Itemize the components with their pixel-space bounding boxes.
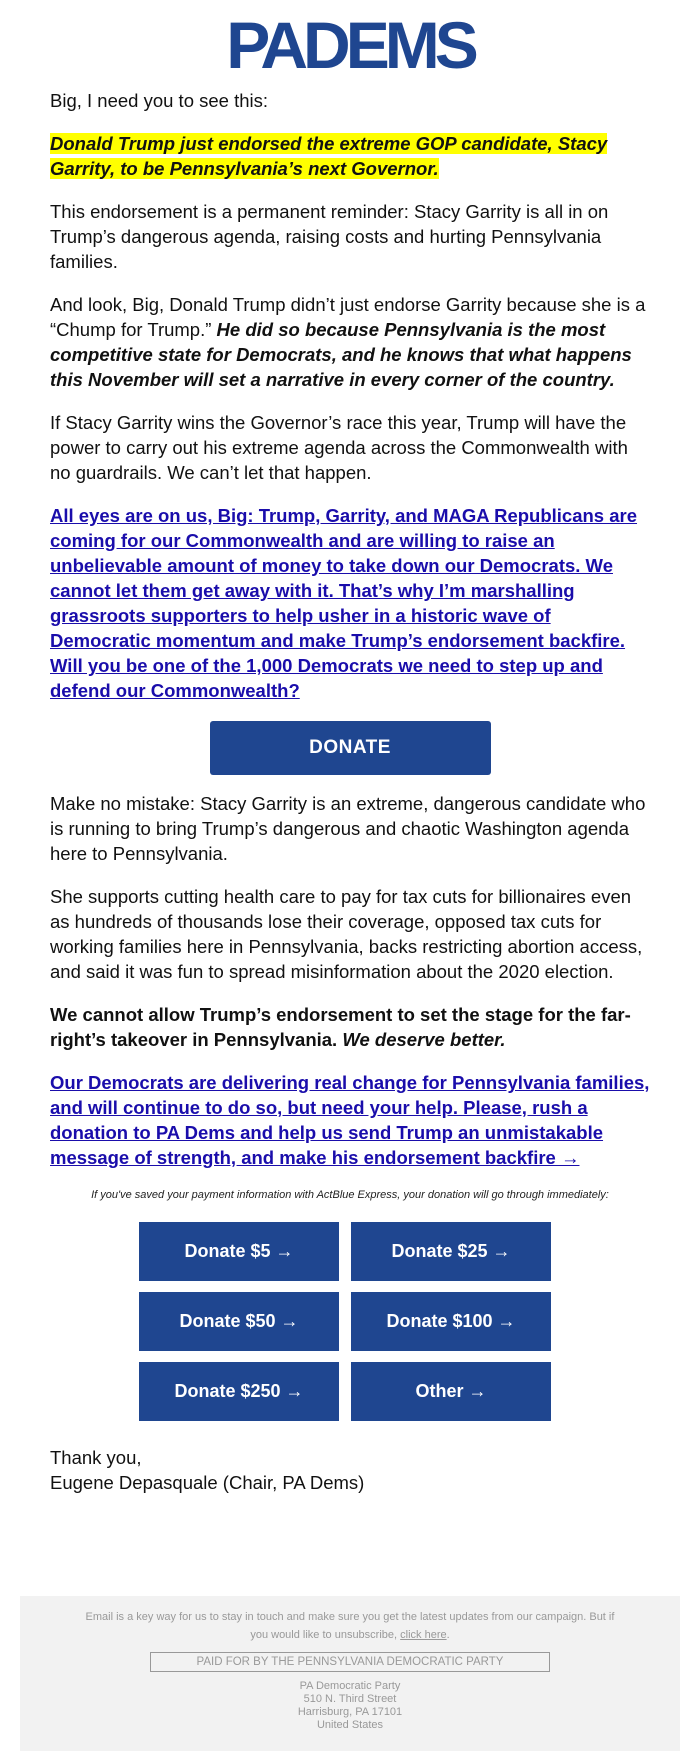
actblue-express-note: If you've saved your payment information with ActBlue Express, your donation will go through immediately: (91, 1189, 609, 1201)
paragraph-deserve-better-bold: We cannot allow Trump’s endorsement to set the stage for the far-right’s takeover in Pennsylvania. (50, 1004, 631, 1050)
address-line-org: PA Democratic Party (299, 1680, 401, 1692)
signature: Eugene Depasquale (Chair, PA Dems) (50, 1472, 365, 1493)
cta-link-rush-donation[interactable]: Our Democrats are delivering real change for Pennsylvania families, and will continue to do so, but need your help. Please, rush a donation to PA Dems and help us send Trump an unmistakable message of strength, and make his endorsement backfire → (50, 1072, 650, 1168)
paragraph-deserve-better-emphasis: We deserve better. (342, 1029, 506, 1050)
donation-amount-grid (139, 1222, 561, 1421)
donate-250-button[interactable]: Donate $250 → (139, 1362, 339, 1421)
signoff (50, 1445, 650, 1495)
paragraph-chump-plain: And look, Big, Donald Trump didn’t just endorse Garrity because she is a “Chump for Trump.” (50, 294, 646, 340)
paragraph-chump (50, 292, 650, 392)
padems-logo: PADEMS (226, 8, 474, 82)
paragraph-policies: She supports cutting health care to pay for tax cuts for billionaires even as hundreds of thousands lose their coverage, opposed tax cuts for working families here in Pennsylvania, backs restricting abortion access, and said it was fun to spread misinformation about the 2020 election. (50, 886, 643, 982)
donate-5-button[interactable]: Donate $5 → (139, 1222, 339, 1281)
cta-link-all-eyes[interactable]: All eyes are on us, Big: Trump, Garrity, and MAGA Republicans are coming for our Commonwealth and are willing to raise an unbelievable amount of money to take down our Democrats. We cannot let them get away with it. That’s why I’m marshalling grassroots supporters to help usher in a historic wave of Democratic momentum and make Trump’s endorsement backfire. Will you be one of the 1,000 Democrats we need to step up and defend our Commonwealth? (50, 505, 638, 701)
donate-button[interactable]: DONATE (210, 721, 491, 775)
donate-100-button[interactable]: Donate $100 → (351, 1292, 551, 1351)
donate-main-wrap (50, 721, 650, 775)
unsubscribe-link[interactable]: click here (400, 1629, 447, 1641)
footer-unsubscribe-text (80, 1608, 620, 1644)
thanks-line: Thank you, (50, 1447, 142, 1468)
donate-25-button[interactable]: Donate $25 → (351, 1222, 551, 1281)
cta-paragraph-2 (50, 1070, 650, 1170)
footer-text-period: . (446, 1629, 450, 1641)
footer (20, 1596, 680, 1751)
address-line-city: Harrisburg, PA 17101 (297, 1706, 403, 1718)
paragraph-deserve-better (50, 1002, 650, 1052)
mailing-address (20, 1680, 680, 1732)
greeting: Big, I need you to see this: (50, 90, 269, 111)
address-line-country: United States (316, 1719, 384, 1731)
donate-50-button[interactable]: Donate $50 → (139, 1292, 339, 1351)
paragraph-chump-emphasis: He did so because Pennsylvania is the most competitive state for Democrats, and he knows that what happens this November will set a narrative in every corner of the country. (50, 319, 632, 390)
paid-for-disclaimer: PAID FOR BY THE PENNSYLVANIA DEMOCRATIC PARTY (150, 1652, 550, 1672)
paragraph-endorsement: This endorsement is a permanent reminder: Stacy Garrity is all in on Trump’s dangerous agenda, raising costs and hurting Pennsylvania families. (50, 201, 609, 272)
email-body (50, 88, 650, 1495)
highlighted-headline: Donald Trump just endorsed the extreme GOP candidate, Stacy Garrity, to be Pennsylvania’s next Governor. (50, 133, 608, 179)
paragraph-guardrails: If Stacy Garrity wins the Governor’s race this year, Trump will have the power to carry out his extreme agenda across the Commonwealth with no guardrails. We can’t let that happen. (50, 412, 628, 483)
footer-text-body: Email is a key way for us to stay in touch and make sure you get the latest updates from our campaign. But if you would like to unsubscribe, (85, 1611, 615, 1641)
paragraph-make-no-mistake: Make no mistake: Stacy Garrity is an extreme, dangerous candidate who is running to bring Trump’s dangerous and chaotic Washington agenda here to Pennsylvania. (50, 793, 646, 864)
cta-paragraph-1 (50, 503, 650, 703)
address-line-street: 510 N. Third Street (303, 1693, 397, 1705)
donate-other-button[interactable]: Other → (351, 1362, 551, 1421)
